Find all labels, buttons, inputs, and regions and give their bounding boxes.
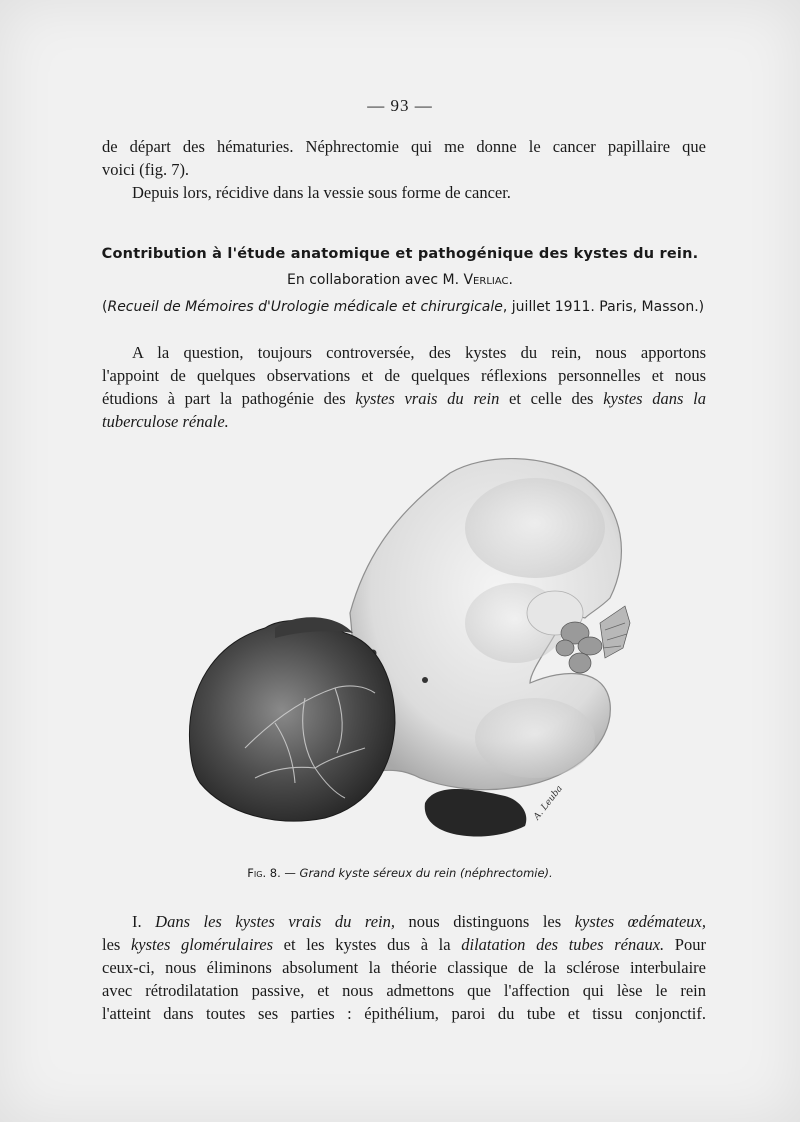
top-paragraph [102,135,706,204]
text-line: l'atteint dans toutes ses parties : épithélium, paroi du tube et tissu conjonctif. [102,1004,706,1023]
text-line: A la question, toujours controversée, des kystes du rein, nous apportons [132,343,706,362]
italic-run: Dans les kystes vrais du rein, [155,912,395,931]
text-line: voici (fig. 7). [102,160,190,179]
text-line: l'appoint de quelques observations et de quelques réflexions personnelles et nous [102,366,706,385]
kidney-cyst-illustration [185,448,635,853]
kidney-spot [422,677,428,683]
text-line [102,933,706,956]
text-line: ceux-ci, nous éliminons absolument la théorie classique de la sclérose interbulaire [102,958,706,977]
lower-pole [425,789,527,837]
text-line: tuberculose rénale. [102,412,229,431]
body-paragraph [102,910,706,1025]
source-journal: Recueil de Mémoires d'Urologie médicale et chirurgicale [107,299,503,315]
collaboration-line [0,272,800,288]
text-line: Depuis lors, récidive dans la vessie sous forme de cancer. [132,183,511,202]
text-line: avec rétrodilatation passive, et nous admettons que l'affection qui lèse le rein [102,981,706,1000]
kidney-lobe [475,698,595,778]
figure-caption [0,866,800,880]
text-run: les [102,935,131,954]
collaboration-prefix: En collaboration avec M. [287,272,460,288]
artist-signature: A. Leuba [532,783,565,822]
serous-cyst [189,620,395,821]
source-rest: , juillet 1911. Paris, Masson.) [502,299,705,315]
text-run: Pour [664,935,706,954]
text-line [102,910,706,933]
italic-run: kystes œdémateux, [574,912,706,931]
page-number: — 93 — [367,96,433,115]
text-line: de départ des hématuries. Néphrectomie qui me donne le cancer papillaire que [102,137,706,156]
intro-paragraph [102,341,706,433]
caption-label: Fig. 8. — [247,866,296,880]
italic-run: kystes glomérulaires [130,935,274,954]
text-run: I. [132,912,156,931]
source-reference [102,299,706,315]
italic-run: kystes dans la [603,389,706,408]
text-run: nous distinguons les [394,912,575,931]
text-line [102,387,706,410]
text-run: étudions à part la pathogénie des [102,389,356,408]
italic-run: dilatation des tubes rénaux. [461,935,665,954]
text-run: et les kystes dus à la [273,935,462,954]
source-open: ( [102,299,108,315]
kidney-lobe [465,478,605,578]
caption-text: Grand kyste séreux du rein (néphrectomie). [299,866,553,880]
section-title: Contribution à l'étude anatomique et pathogénique des kystes du rein. [101,246,699,262]
collaborator-name: Verliac. [463,272,513,288]
text-run: et celle des [499,389,604,408]
italic-run: kystes vrais du rein [355,389,500,408]
